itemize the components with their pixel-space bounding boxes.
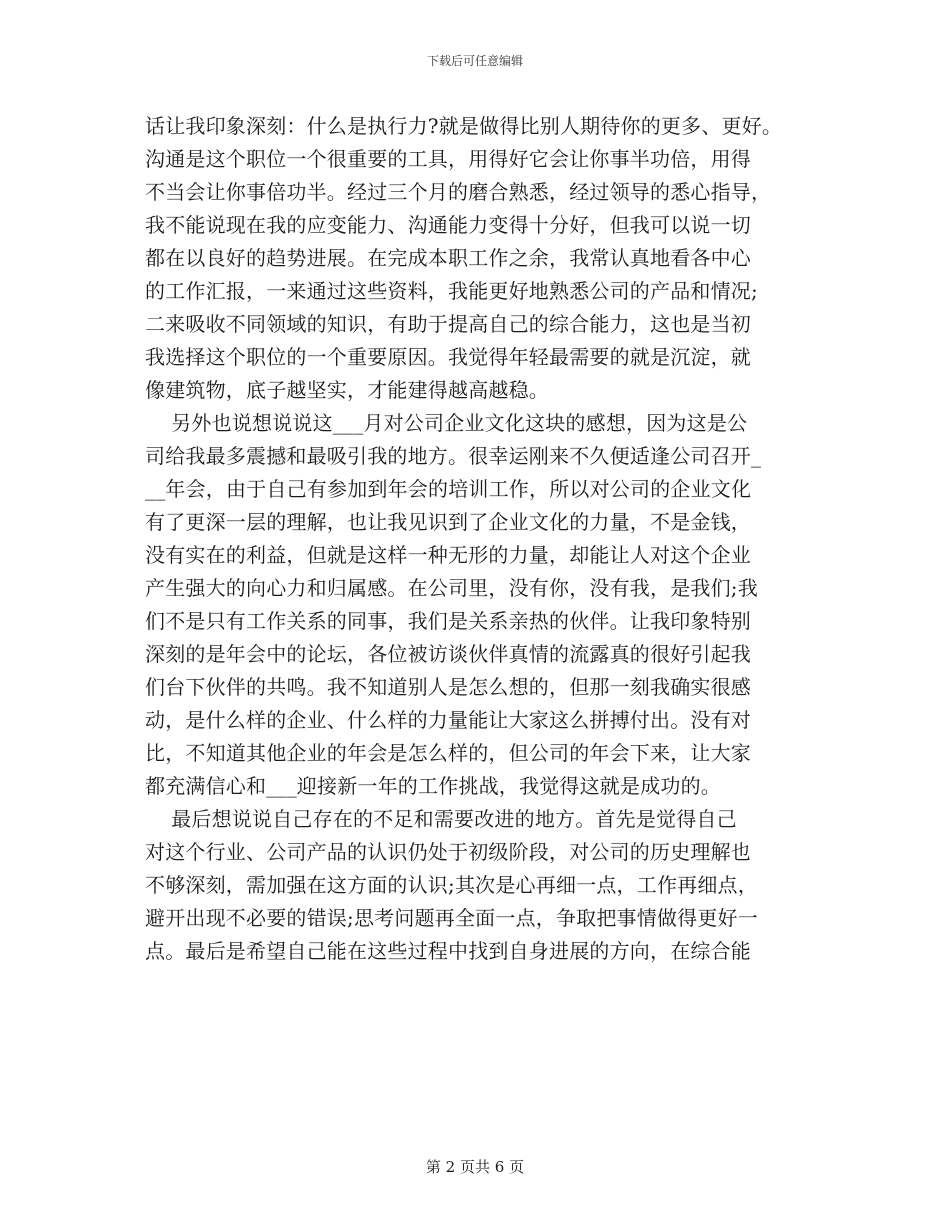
- text-line: 有了更深一层的理解，也让我见识到了企业文化的力量，不是金钱，: [145, 510, 751, 534]
- text-line: 比，不知道其他企业的年会是怎么样的，但公司的年会下来，让大家: [145, 741, 751, 765]
- text-line: 不够深刻，需加强在这方面的认识;其次是心再细一点，工作再细点，: [145, 873, 758, 897]
- text-line: 的工作汇报，一来通过这些资料，我能更好地熟悉公司的产品和情况;: [145, 279, 758, 303]
- page-header: 下载后可任意编辑: [426, 54, 523, 68]
- text-line: 对这个行业、公司产品的认识仍处于初级阶段，对公司的历史理解也: [145, 840, 751, 864]
- text-line: 点。最后是希望自己能在这些过程中找到自身进展的方向，在综合能: [145, 939, 751, 963]
- text-line: 像建筑物，底子越坚实，才能建得越高越稳。: [145, 378, 549, 402]
- paragraph-start-line: 另外也说想说说这___月对公司企业文化这块的感想，因为这是公: [145, 411, 748, 435]
- text-line: 不当会让你事倍功半。经过三个月的磨合熟悉，经过领导的悉心指导，: [145, 180, 772, 204]
- text-line: 深刻的是年会中的论坛，各位被访谈伙伴真情的流露真的很好引起我: [145, 642, 751, 666]
- text-line: 动，是什么样的企业、什么样的力量能让大家这么拼搏付出。没有对: [145, 708, 751, 732]
- text-line: 都充满信心和___迎接新一年的工作挑战，我觉得这就是成功的。: [145, 774, 721, 798]
- paragraph-start-line: 最后想说说自己存在的不足和需要改进的地方。首先是觉得自己: [145, 807, 737, 831]
- text-line: 避开出现不必要的错误;思考问题再全面一点，争取把事情做得更好一: [145, 906, 758, 930]
- text-line: 话让我印象深刻：什么是执行力?就是做得比别人期待你的更多、更好。: [145, 114, 783, 138]
- text-line: 沟通是这个职位一个很重要的工具，用得好它会让你事半功倍，用得: [145, 147, 751, 171]
- text-line: 二来吸收不同领域的知识，有助于提高自己的综合能力，这也是当初: [145, 312, 751, 336]
- text-line: 都在以良好的趋势进展。在完成本职工作之余，我常认真地看各中心: [145, 246, 751, 270]
- text-line: 我不能说现在我的应变能力、沟通能力变得十分好，但我可以说一切: [145, 213, 751, 237]
- text-line: 没有实在的利益，但就是这样一种无形的力量，却能让人对这个企业: [145, 543, 751, 567]
- text-line: __年会，由于自己有参加到年会的培训工作，所以对公司的企业文化: [145, 477, 752, 501]
- text-line: 我选择这个职位的一个重要原因。我觉得年轻最需要的就是沉淀，就: [145, 345, 751, 369]
- text-line: 们台下伙伴的共鸣。我不知道别人是怎么想的，但那一刻我确实很感: [145, 675, 751, 699]
- text-line: 司给我最多震撼和最吸引我的地方。很幸运刚来不久便适逢公司召开_: [145, 444, 762, 468]
- document-body: [145, 110, 810, 968]
- text-line: 产生强大的向心力和归属感。在公司里，没有你，没有我，是我们;我: [145, 576, 758, 600]
- text-line: 们不是只有工作关系的同事，我们是关系亲热的伙伴。让我印象特别: [145, 609, 751, 633]
- page-number-footer: 第 2 页共 6 页: [425, 1158, 525, 1176]
